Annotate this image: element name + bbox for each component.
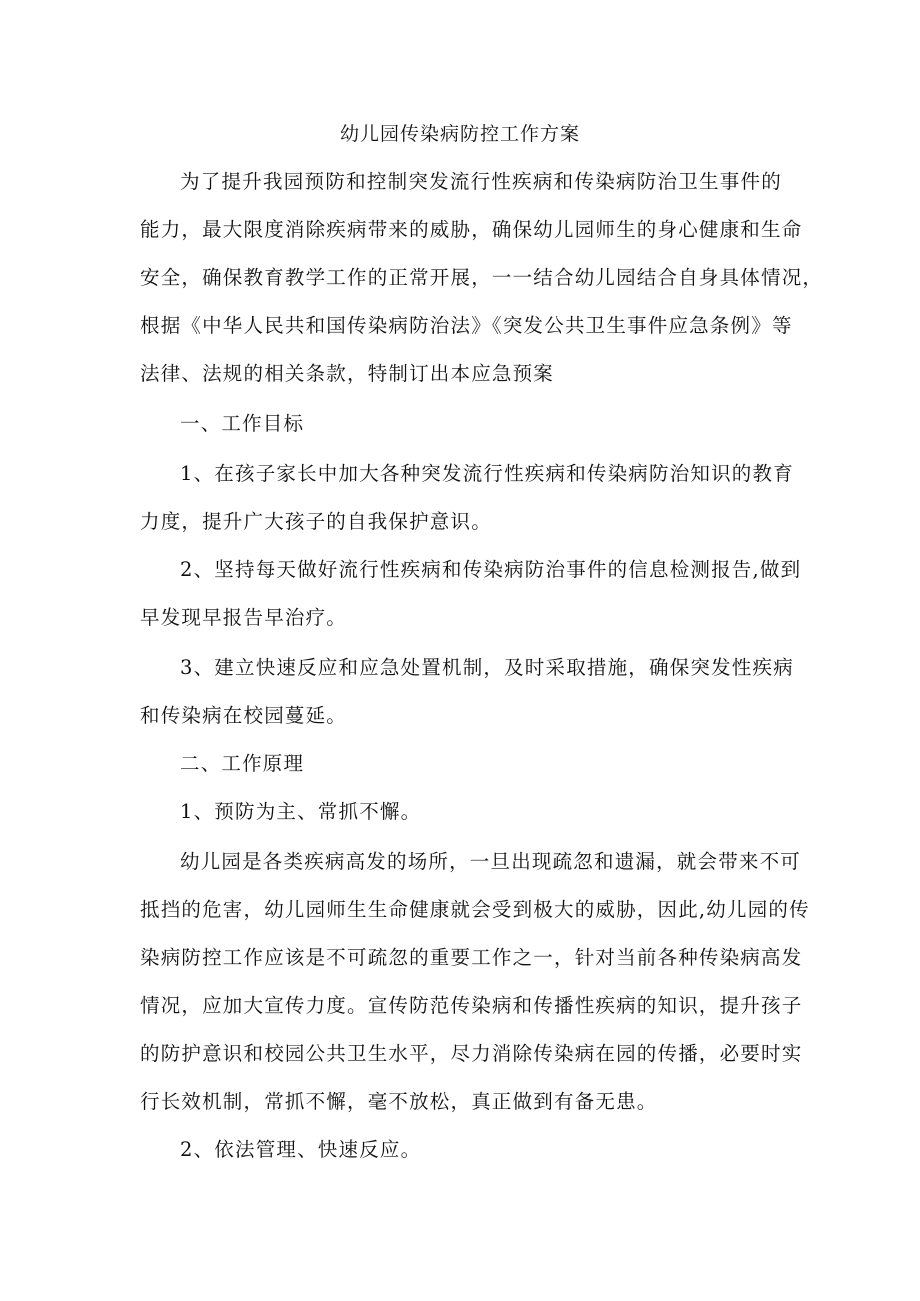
intro-line-5: 法律、法规的相关条款，特制订出本应急预案 [140,362,555,385]
intro-line-1: 为了提升我园预防和控制突发流行性疾病和传染病防治卫生事件的 [180,170,782,193]
section-1-item-2-line-1: 2、坚持每天做好流行性疾病和传染病防治事件的信息检测报告,做到 [180,558,802,581]
section-2-item-2-heading: 2、依法管理、快速反应。 [180,1138,422,1161]
section-1-item-3-line-1: 3、建立快速反应和应急处置机制，及时采取措施，确保突发性疾病 [180,656,794,679]
section-2-item-1-body-line-4: 情况，应加大宣传力度。宣传防范传染病和传播性疾病的知识，提升孩子 [140,994,803,1017]
intro-line-3: 安全，确保教育教学工作的正常开展，一一结合幼儿园结合自身具体情况， [140,266,824,289]
section-2-item-1-body-line-5: 的防护意识和校园公共卫生水平，尽力消除传染病在园的传播，必要时实 [140,1042,803,1065]
intro-line-4: 根据《中华人民共和国传染病防治法》《突发公共卫生事件应急条例》等 [140,314,793,337]
section-1-item-3-line-2: 和传染病在校园蔓延。 [140,704,348,727]
section-2-heading: 二、工作原理 [180,752,305,775]
section-1-heading: 一、工作目标 [180,412,305,435]
section-1-item-1-line-2: 力度，提升广大孩子的自我保护意识。 [140,510,492,533]
section-1-item-1-line-1: 1、在孩子家长中加大各种突发流行性疾病和传染病防治知识的教育 [180,462,794,485]
section-2-item-1-body-line-1: 幼儿园是各类疾病高发的场所，一旦出现疏忽和遗漏，就会带来不可 [180,850,802,873]
section-2-item-1-body-line-3: 染病防控工作应该是不可疏忽的重要工作之一，针对当前各种传染病高发 [140,946,803,969]
section-2-item-1-body-line-2: 抵挡的危害，幼儿园师生生命健康就会受到极大的威胁，因此,幼儿园的传 [140,898,810,921]
section-1-item-2-line-2: 早发现早报告早治疗。 [140,606,348,629]
section-2-item-1-body-line-6: 行长效机制，常抓不懈，毫不放松，真正做到有备无患。 [140,1090,658,1113]
intro-line-2: 能力，最大限度消除疾病带来的威胁，确保幼儿园师生的身心健康和生命 [140,218,803,241]
section-2-item-1-heading: 1、预防为主、常抓不懈。 [180,800,422,823]
document-title: 幼儿园传染病防控工作方案 [339,123,580,145]
